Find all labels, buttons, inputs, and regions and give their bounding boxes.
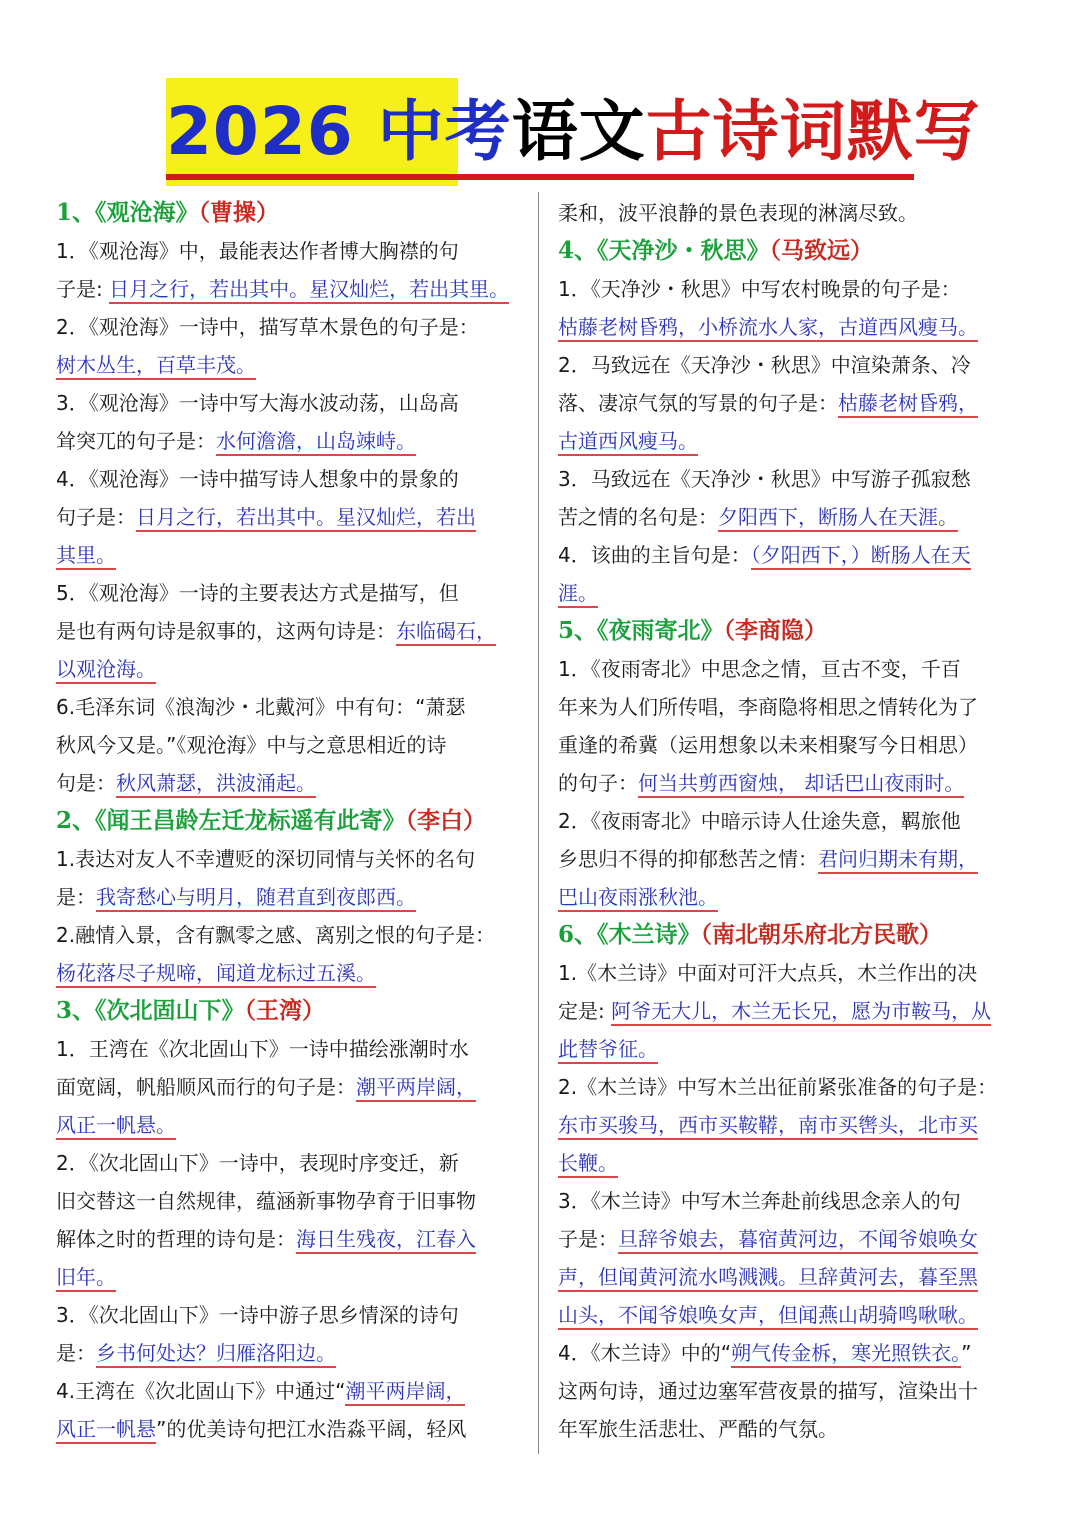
text-line bbox=[558, 802, 1028, 840]
section-author: （李商隐） bbox=[723, 617, 828, 644]
section-heading bbox=[558, 916, 1028, 954]
text-line bbox=[56, 498, 524, 536]
question-text: 面宽阔，帆船顺风而行的句子是： bbox=[56, 1075, 356, 1099]
text-line bbox=[56, 726, 524, 764]
text-line bbox=[56, 688, 524, 726]
answer-text: 东市买骏马，西市买鞍鞯，南市买辔头，北市买 bbox=[558, 1113, 978, 1140]
question-text: 4．《观沧海》一诗中描写诗人想象中的景象的 bbox=[56, 467, 459, 491]
text-line bbox=[56, 308, 524, 346]
text-line bbox=[56, 954, 524, 992]
section-heading bbox=[558, 232, 1028, 270]
answer-text: 巴山夜雨涨秋池。 bbox=[558, 885, 718, 912]
title-part-subject: 语文 bbox=[511, 93, 646, 170]
section-title: 4、《天净沙・秋思》 bbox=[558, 237, 770, 264]
text-line bbox=[56, 1106, 524, 1144]
text-line bbox=[558, 1410, 1028, 1448]
question-text: 重逢的希冀（运用想象以未来相聚写今日相思） bbox=[558, 733, 978, 757]
answer-text: 东临碣石， bbox=[396, 619, 496, 646]
question-text: 2.融情入景，含有飘零之感、离别之恨的句子是： bbox=[56, 923, 496, 947]
answer-text: 风正一帆悬 bbox=[56, 1417, 156, 1444]
question-text: 3．《次北固山下》一诗中游子思乡情深的诗句 bbox=[56, 1303, 459, 1327]
section-title: 5、《夜雨寄北》 bbox=[558, 617, 724, 644]
text-line bbox=[56, 1030, 524, 1068]
question-text: 是： bbox=[56, 1341, 96, 1365]
section-heading bbox=[558, 612, 1028, 650]
text-line bbox=[56, 1220, 524, 1258]
text-line bbox=[558, 308, 1028, 346]
text-line bbox=[558, 1296, 1028, 1334]
question-text: 是： bbox=[56, 885, 96, 909]
text-line bbox=[558, 878, 1028, 916]
answer-text: 夕阳西下，断肠人在天涯。 bbox=[718, 505, 958, 532]
text-line bbox=[56, 1410, 524, 1448]
text-line bbox=[56, 650, 524, 688]
column-divider bbox=[538, 192, 539, 1454]
question-text: ”的优美诗句把江水浩淼平阔，轻风 bbox=[156, 1417, 467, 1441]
title-banner bbox=[166, 78, 981, 188]
answer-text: 我寄愁心与明月，随君直到夜郎西。 bbox=[96, 885, 416, 912]
question-text: 4．《木兰诗》中的“ bbox=[558, 1341, 732, 1365]
text-line bbox=[56, 536, 524, 574]
question-text: 6.毛泽东词《浪淘沙・北戴河》中有句：“萧瑟 bbox=[56, 695, 466, 719]
text-line bbox=[56, 764, 524, 802]
text-line bbox=[558, 650, 1028, 688]
right-column bbox=[558, 194, 1028, 1448]
answer-text: 日月之行，若出其中。星汉灿烂，若出其里。 bbox=[109, 277, 509, 304]
answer-text: 海日生残夜，江春入 bbox=[296, 1227, 476, 1254]
question-text: 1.表达对友人不幸遭贬的深切同情与关怀的名句 bbox=[56, 847, 476, 871]
question-text: 年军旅生活悲壮、严酷的气氛。 bbox=[558, 1417, 838, 1441]
text-line bbox=[56, 1068, 524, 1106]
text-line bbox=[558, 840, 1028, 878]
section-author: （曹操） bbox=[198, 199, 280, 226]
answer-text: 何当共剪西窗烛， 却话巴山夜雨时。 bbox=[638, 771, 964, 798]
answer-text: 潮平两岸阔， bbox=[356, 1075, 476, 1102]
question-text: 3．《观沧海》一诗中写大海水波动荡，山岛高 bbox=[56, 391, 459, 415]
answer-text: 乡书何处达？归雁洛阳边。 bbox=[96, 1341, 336, 1368]
question-text: 秋风今又是。”《观沧海》中与之意思相近的诗 bbox=[56, 733, 447, 757]
answer-text: 涯。 bbox=[558, 581, 598, 608]
text-line bbox=[558, 954, 1028, 992]
text-line bbox=[56, 1182, 524, 1220]
title-part-grade: 2026 中考 bbox=[166, 93, 512, 170]
text-line bbox=[558, 422, 1028, 460]
question-text: 1．《夜雨寄北》中思念之情，亘古不变，千百 bbox=[558, 657, 961, 681]
question-text: 2．《夜雨寄北》中暗示诗人仕途失意，羁旅他 bbox=[558, 809, 961, 833]
text-line bbox=[558, 1068, 1028, 1106]
section-heading bbox=[56, 194, 524, 232]
question-text: 的句子： bbox=[558, 771, 638, 795]
text-line bbox=[56, 1296, 524, 1334]
text-line bbox=[56, 1258, 524, 1296]
answer-text: 树木丛生，百草丰茂。 bbox=[56, 353, 256, 380]
text-line bbox=[558, 384, 1028, 422]
question-text: ” bbox=[961, 1341, 972, 1365]
text-line bbox=[56, 270, 524, 308]
section-title: 6、《木兰诗》 bbox=[558, 921, 701, 948]
question-text: 乡思归不得的抑郁愁苦之情： bbox=[558, 847, 818, 871]
text-line bbox=[558, 1334, 1028, 1372]
answer-text: 山头，不闻爷娘唤女声，但闻燕山胡骑鸣啾啾。 bbox=[558, 1303, 978, 1330]
section-author: （王湾） bbox=[244, 997, 326, 1024]
question-text: 解体之时的哲理的诗句是： bbox=[56, 1227, 296, 1251]
answer-text: 朔气传金柝，寒光照铁衣。 bbox=[731, 1341, 961, 1368]
text-line bbox=[56, 1334, 524, 1372]
question-text: 1．《天净沙・秋思》中写农村晚景的句子是： bbox=[558, 277, 961, 301]
answer-text: 潮平两岸阔， bbox=[345, 1379, 465, 1406]
section-title: 3、《次北固山下》 bbox=[56, 997, 245, 1024]
text-line bbox=[558, 1106, 1028, 1144]
answer-text: 阿爷无大儿，木兰无长兄，愿为市鞍马，从 bbox=[611, 999, 991, 1026]
text-line bbox=[558, 460, 1028, 498]
section-title: 1、《观沧海》 bbox=[56, 199, 199, 226]
text-line bbox=[558, 574, 1028, 612]
question-text: 苦之情的名句是： bbox=[558, 505, 718, 529]
section-author: （南北朝乐府北方民歌） bbox=[700, 921, 943, 948]
answer-text: 以观沧海。 bbox=[56, 657, 156, 684]
text-line bbox=[56, 878, 524, 916]
text-line bbox=[558, 1220, 1028, 1258]
answer-text: （夕阳西下，）断肠人在天 bbox=[751, 543, 971, 570]
text-line bbox=[56, 346, 524, 384]
text-line bbox=[558, 1182, 1028, 1220]
text-line bbox=[56, 1372, 524, 1410]
text-line bbox=[558, 346, 1028, 384]
text-line bbox=[56, 612, 524, 650]
answer-text: 枯藤老树昏鸦， bbox=[838, 391, 978, 418]
answer-text: 枯藤老树昏鸦，小桥流水人家，古道西风瘦马。 bbox=[558, 315, 978, 342]
question-text: 是也有两句诗是叙事的，这两句诗是： bbox=[56, 619, 396, 643]
text-line bbox=[558, 1372, 1028, 1410]
question-text: 2．马致远在《天净沙・秋思》中渲染萧条、冷 bbox=[558, 353, 971, 377]
section-author: （李白） bbox=[405, 807, 487, 834]
answer-text: 古道西风瘦马。 bbox=[558, 429, 698, 456]
text-line bbox=[558, 270, 1028, 308]
text-line bbox=[558, 1258, 1028, 1296]
text-line bbox=[558, 726, 1028, 764]
question-text: 1．《观沧海》中，最能表达作者博大胸襟的句 bbox=[56, 239, 459, 263]
question-text: 1．王湾在《次北固山下》一诗中描绘涨潮时水 bbox=[56, 1037, 469, 1061]
answer-text: 日月之行，若出其中。星汉灿烂，若出 bbox=[136, 505, 476, 532]
answer-text: 风正一帆悬。 bbox=[56, 1113, 176, 1140]
question-text: 定是: bbox=[558, 999, 612, 1023]
section-heading bbox=[56, 802, 524, 840]
question-text: 2．《观沧海》一诗中，描写草木景色的句子是： bbox=[56, 315, 479, 339]
answer-text: 旧年。 bbox=[56, 1265, 116, 1292]
section-title: 2、《闻王昌龄左迁龙标遥有此寄》 bbox=[56, 807, 406, 834]
question-text: 柔和，波平浪静的景色表现的淋漓尽致。 bbox=[558, 201, 918, 225]
question-text: 5．《观沧海》一诗的主要表达方式是描写，但 bbox=[56, 581, 459, 605]
text-line bbox=[56, 574, 524, 612]
section-heading bbox=[56, 992, 524, 1030]
question-text: 1.《木兰诗》中面对可汗大点兵，木兰作出的决 bbox=[558, 961, 978, 985]
answer-text: 此替爷征。 bbox=[558, 1037, 658, 1064]
answer-text: 其里。 bbox=[56, 543, 116, 570]
question-text: 4.王湾在《次北固山下》中通过“ bbox=[56, 1379, 346, 1403]
answer-text: 旦辞爷娘去，暮宿黄河边，不闻爷娘唤女 bbox=[618, 1227, 978, 1254]
question-text: 句子是： bbox=[56, 505, 136, 529]
text-line bbox=[558, 1144, 1028, 1182]
question-text: 这两句诗，通过边塞军营夜景的描写，渲染出十 bbox=[558, 1379, 978, 1403]
title-part-topic: 古诗词默写 bbox=[645, 93, 981, 170]
answer-text: 秋风萧瑟，洪波涌起。 bbox=[116, 771, 316, 798]
text-line bbox=[558, 992, 1028, 1030]
question-text: 子是: bbox=[56, 277, 110, 301]
text-line bbox=[56, 422, 524, 460]
text-line bbox=[558, 764, 1028, 802]
text-line bbox=[558, 1030, 1028, 1068]
question-text: 句是： bbox=[56, 771, 116, 795]
text-line bbox=[56, 1144, 524, 1182]
answer-text: 声，但闻黄河流水鸣溅溅。旦辞黄河去，暮至黑 bbox=[558, 1265, 978, 1292]
question-text: 3．《木兰诗》中写木兰奔赴前线思念亲人的句 bbox=[558, 1189, 961, 1213]
text-line bbox=[558, 498, 1028, 536]
question-text: 旧交替这一自然规律，蕴涵新事物孕育于旧事物 bbox=[56, 1189, 476, 1213]
text-line bbox=[558, 194, 1028, 232]
answer-text: 长鞭。 bbox=[558, 1151, 618, 1178]
question-text: 3．马致远在《天净沙・秋思》中写游子孤寂愁 bbox=[558, 467, 971, 491]
section-author: （马致远） bbox=[769, 237, 874, 264]
answer-text: 君问归期未有期， bbox=[818, 847, 978, 874]
question-text: 年来为人们所传唱，李商隐将相思之情转化为了 bbox=[558, 695, 978, 719]
text-line bbox=[56, 384, 524, 422]
question-text: 4．该曲的主旨句是： bbox=[558, 543, 751, 567]
question-text: 2.《木兰诗》中写木兰出征前紧张准备的句子是： bbox=[558, 1075, 998, 1099]
left-column bbox=[56, 194, 524, 1448]
answer-text: 水何澹澹，山岛竦峙。 bbox=[216, 429, 416, 456]
text-line bbox=[558, 536, 1028, 574]
page-title bbox=[166, 84, 981, 180]
question-text: 子是： bbox=[558, 1227, 618, 1251]
text-line bbox=[56, 840, 524, 878]
text-line bbox=[56, 460, 524, 498]
text-line bbox=[56, 232, 524, 270]
answer-text: 杨花落尽子规啼，闻道龙标过五溪。 bbox=[56, 961, 376, 988]
question-text: 耸突兀的句子是： bbox=[56, 429, 216, 453]
question-text: 2．《次北固山下》一诗中，表现时序变迁，新 bbox=[56, 1151, 459, 1175]
text-line bbox=[558, 688, 1028, 726]
text-line bbox=[56, 916, 524, 954]
question-text: 落、凄凉气氛的写景的句子是： bbox=[558, 391, 838, 415]
